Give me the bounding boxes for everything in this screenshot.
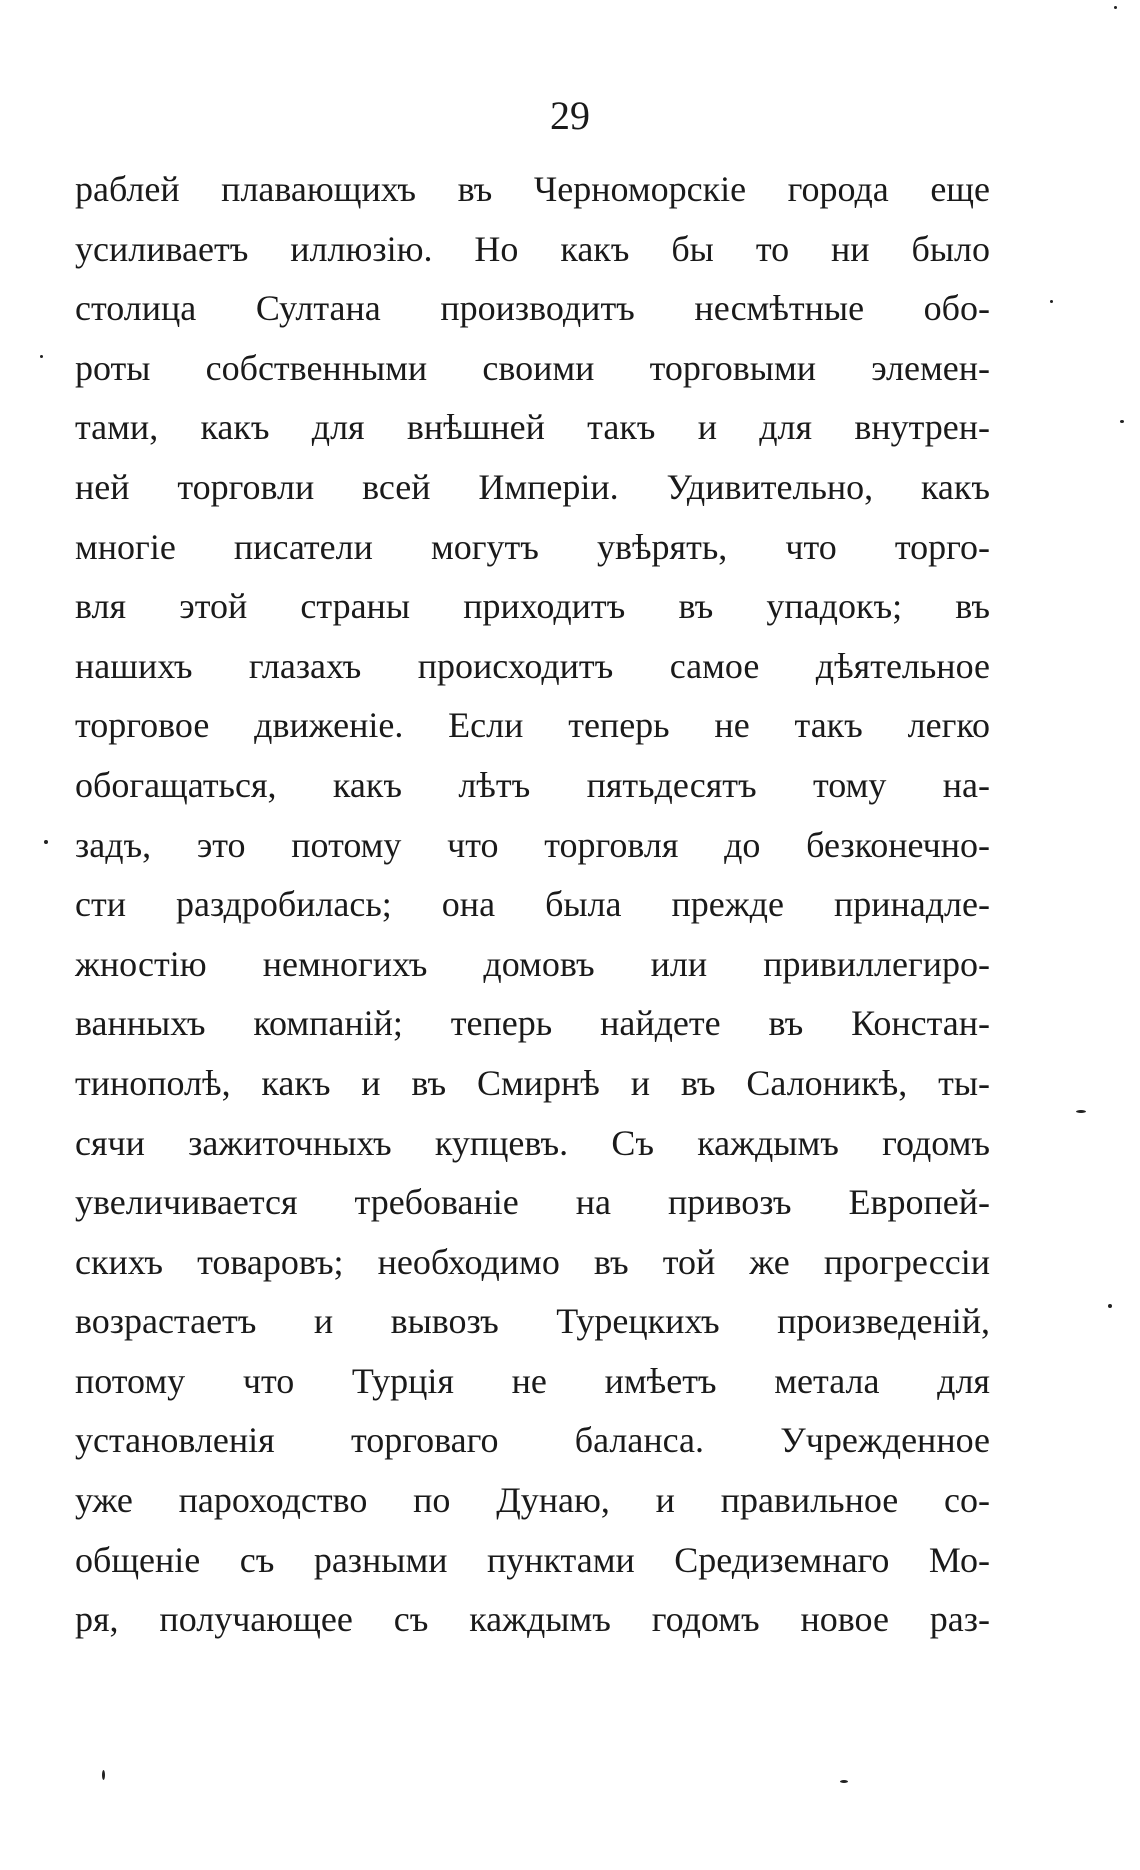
scan-speck — [1076, 1110, 1086, 1113]
text-line: многіе писатели могутъ увѣрять, что торго- — [75, 526, 990, 567]
scan-speck — [840, 1780, 848, 1783]
text-line: сячи зажиточныхъ купцевъ. Съ каждымъ годомъ — [75, 1122, 990, 1163]
text-line: роты собственными своими торговыми элемен- — [75, 347, 990, 388]
text-line: вля этой страны приходитъ въ упадокъ; въ — [75, 586, 990, 627]
text-line: ванныхъ компаній; теперь найдете въ Констан- — [75, 1003, 990, 1044]
text-line: уже пароходство по Дунаю, и правильное со- — [75, 1480, 990, 1521]
scan-speck — [1108, 1304, 1112, 1308]
scan-speck — [102, 1770, 105, 1780]
body-text — [75, 160, 990, 1650]
text-line: увеличивается требованіе на привозъ Европей- — [75, 1182, 990, 1223]
text-line: скихъ товаровъ; необходимо въ той же прогрессіи — [75, 1241, 990, 1282]
text-line: потому что Турція не имѣетъ метала для — [75, 1360, 990, 1401]
text-line: усиливаетъ иллюзію. Но какъ бы то ни было — [75, 228, 990, 269]
page-number: 29 — [550, 93, 590, 138]
text-line: торговое движеніе. Если теперь не такъ легко — [75, 705, 990, 746]
text-line: ней торговли всей Имперіи. Удивительно, какъ — [75, 466, 990, 507]
scan-speck — [1114, 6, 1117, 9]
scan-speck — [1050, 300, 1053, 303]
scan-speck — [40, 355, 43, 358]
text-line: сти раздробилась; она была прежде принадле- — [75, 884, 990, 925]
text-line: жностію немногихъ домовъ или привиллегиро- — [75, 943, 990, 984]
text-line: нашихъ глазахъ происходитъ самое дѣятельное — [75, 645, 990, 686]
scan-speck — [1120, 420, 1124, 423]
text-line: задъ, это потому что торговля до безконечно- — [75, 824, 990, 865]
text-line: тами, какъ для внѣшней такъ и для внутрен- — [75, 407, 990, 448]
text-line: установленія торговаго баланса. Учрежденное — [75, 1420, 990, 1461]
scan-speck — [44, 840, 48, 844]
text-line: обогащаться, какъ лѣтъ пятьдесятъ тому на- — [75, 764, 990, 805]
text-line: общеніе съ разными пунктами Средиземнаго Мо- — [75, 1539, 990, 1580]
text-line: столица Султана производитъ несмѣтные обо- — [75, 288, 990, 329]
text-line: тинополѣ, какъ и въ Смирнѣ и въ Салоникѣ, ты- — [75, 1062, 990, 1103]
text-line: возрастаетъ и вывозъ Турецкихъ произведеній, — [75, 1301, 990, 1342]
text-line: раблей плавающихъ въ Черноморскіе города еще — [75, 169, 990, 209]
text-line: ря, получающее съ каждымъ годомъ новое раз- — [75, 1599, 990, 1640]
